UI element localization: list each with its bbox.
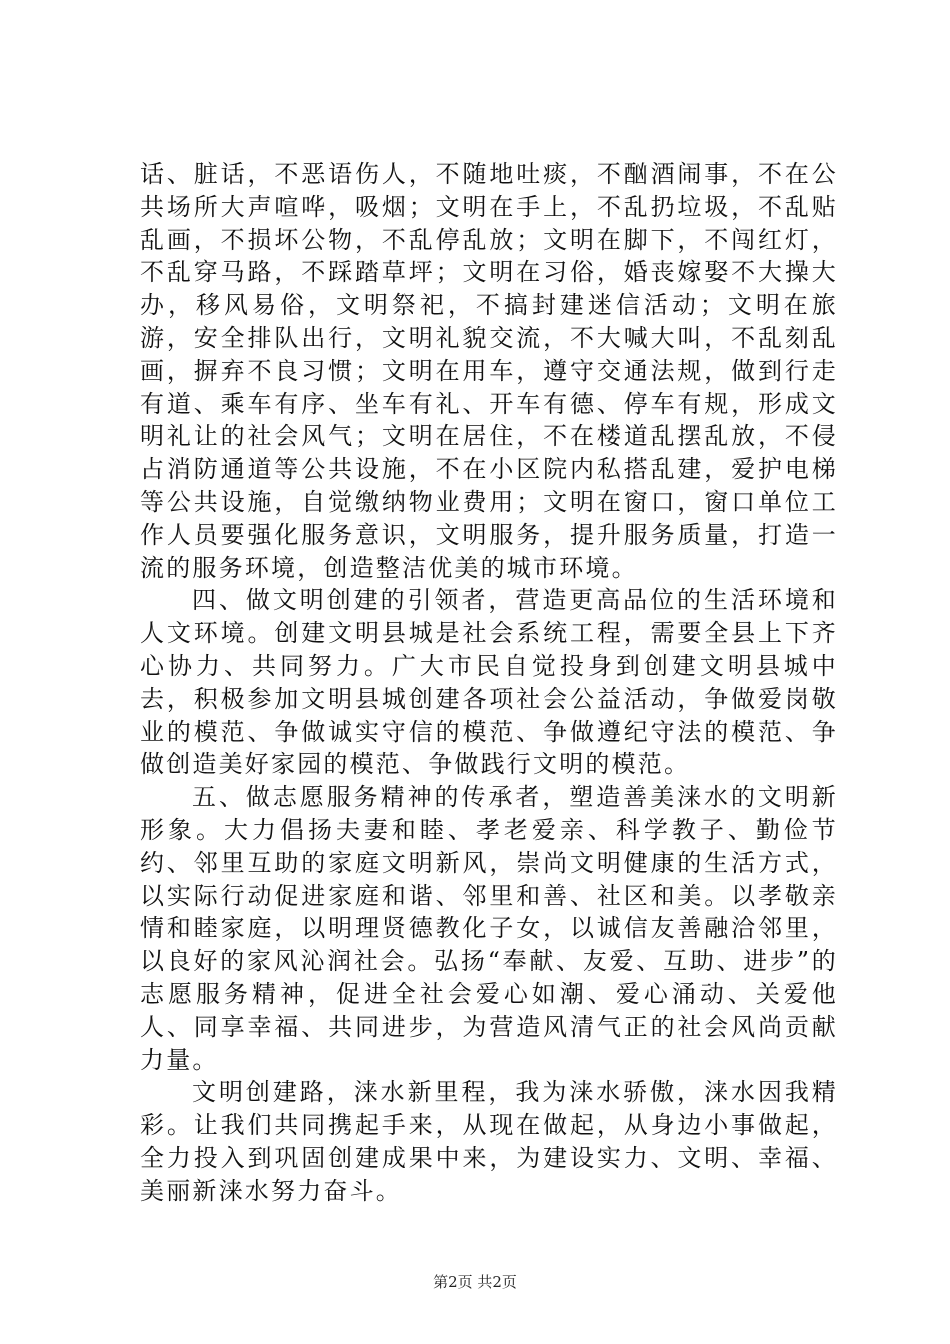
paragraph-closing: 文明创建路，涞水新里程，我为涞水骄傲，涞水因我精彩。让我们共同携起手来，从现在做起，从身边小事做起，全力投入到巩固创建成果中来，为建设实力、文明、幸福、美丽新涞水努力奋斗。 [140,1078,838,1205]
paragraph-continuation: 话、脏话，不恶语伤人，不随地吐痰，不酗酒闹事，不在公共场所大声喧哗，吸烟；文明在手上，不乱扔垃圾，不乱贴乱画，不损坏公物，不乱停乱放；文明在脚下，不闯红灯，不乱穿马路，不踩踏草坪；文明在习俗，婚丧嫁娶不大操大办，移风易俗，文明祭祀，不搞封建迷信活动；文明在旅游，安全排队出行，文明礼貌交流，不大喊大叫，不乱刻乱画，摒弃不良习惯；文明在用车，遵守交通法规，做到行走有道、乘车有序、坐车有礼、开车有德、停车有规，形成文明礼让的社会风气；文明在居住，不在楼道乱摆乱放，不侵占消防通道等公共设施，不在小区院内私搭乱建，爱护电梯等公共设施，自觉缴纳物业费用；文明在窗口，窗口单位工作人员要强化服务意识，文明服务，提升服务质量，打造一流的服务环境，创造整洁优美的城市环境。 [140,160,838,582]
paragraph-section-four: 四、做文明创建的引领者，营造更高品位的生活环境和人文环境。创建文明县城是社会系统工程，需要全县上下齐心协力、共同努力。广大市民自觉投身到创建文明县城中去，积极参加文明县城创建各项社会公益活动，争做爱岗敬业的模范、争做诚实守信的模范、争做遵纪守法的模范、争做创造美好家园的模范、争做践行文明的模范。 [140,586,838,779]
page-footer: 第2页 共2页 [433,1273,517,1291]
document-body [140,158,838,1208]
paragraph-section-five: 五、做志愿服务精神的传承者，塑造善美涞水的文明新形象。大力倡扬夫妻和睦、孝老爱亲、科学教子、勤俭节约、邻里互助的家庭文明新风，崇尚文明健康的生活方式，以实际行动促进家庭和谐、邻里和善、社区和美。以孝敬亲情和睦家庭，以明理贤德教化子女，以诚信友善融洽邻里，以良好的家风沁润社会。弘扬“奉献、友爱、互助、进步”的志愿服务精神，促进全社会爱心如潮、爱心涌动、关爱他人、同享幸福、共同进步，为营造风清气正的社会风尚贡献力量。 [140,783,838,1074]
